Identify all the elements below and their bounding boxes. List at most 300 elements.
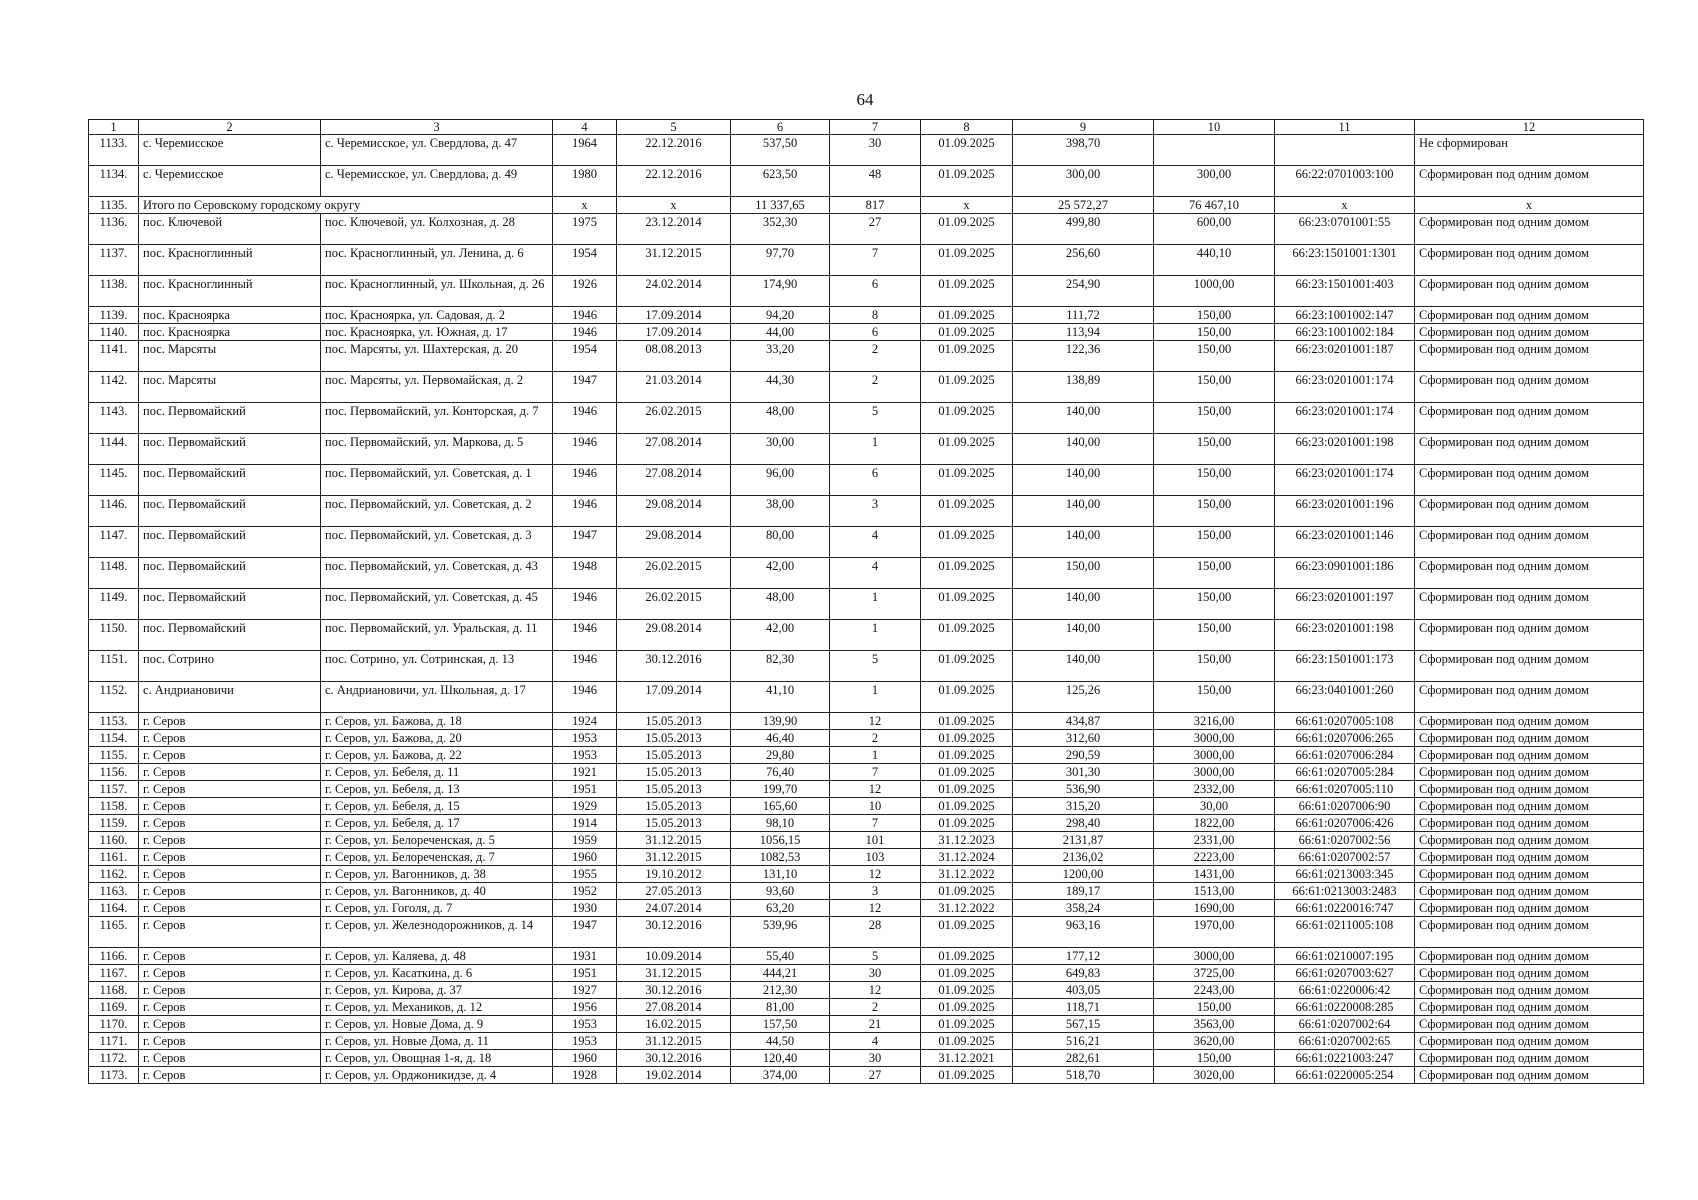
table-cell: 66:23:0201001:174 [1275, 403, 1415, 434]
table-cell: Сформирован под одним домом [1415, 730, 1644, 747]
table-cell: 66:23:0201001:174 [1275, 465, 1415, 496]
table-row [89, 730, 1644, 747]
table-cell: 31.12.2021 [921, 1050, 1013, 1067]
table-cell: г. Серов [139, 764, 321, 781]
table-cell: 150,00 [1154, 465, 1275, 496]
table-cell: 08.08.2013 [617, 341, 731, 372]
table-cell: 01.09.2025 [921, 713, 1013, 730]
table-cell: 30.12.2016 [617, 1050, 731, 1067]
table-cell: г. Серов [139, 849, 321, 866]
table-cell: 150,00 [1154, 651, 1275, 682]
table-cell: 66:23:1501001:403 [1275, 276, 1415, 307]
table-cell: 01.09.2025 [921, 496, 1013, 527]
table-cell: 1946 [553, 465, 617, 496]
table-cell: 1170. [89, 1016, 139, 1033]
table-row [89, 764, 1644, 781]
table-cell: Сформирован под одним домом [1415, 764, 1644, 781]
table-cell: 15.05.2013 [617, 747, 731, 764]
table-cell: г. Серов [139, 1016, 321, 1033]
table-cell: 600,00 [1154, 214, 1275, 245]
table-cell: Сформирован под одним домом [1415, 558, 1644, 589]
table-cell: 27 [830, 214, 921, 245]
table-cell: 150,00 [1013, 558, 1154, 589]
table-cell: 1 [830, 747, 921, 764]
table-cell: 19.10.2012 [617, 866, 731, 883]
column-header: 6 [731, 120, 830, 135]
table-cell: г. Серов [139, 1050, 321, 1067]
total-cell: 76 467,10 [1154, 197, 1275, 214]
table-cell: 3000,00 [1154, 747, 1275, 764]
table-cell: 01.09.2025 [921, 965, 1013, 982]
table-cell: 66:23:1501001:1301 [1275, 245, 1415, 276]
table-cell: 46,40 [731, 730, 830, 747]
table-row [89, 849, 1644, 866]
column-number-row [89, 120, 1644, 135]
table-cell: пос. Сотрино, ул. Сотринская, д. 13 [321, 651, 553, 682]
table-cell: 398,70 [1013, 135, 1154, 166]
table-cell: 165,60 [731, 798, 830, 815]
table-cell: 1151. [89, 651, 139, 682]
table-row [89, 214, 1644, 245]
table-cell: 1134. [89, 166, 139, 197]
table-row [89, 166, 1644, 197]
table-cell: 403,05 [1013, 982, 1154, 999]
table-cell: 199,70 [731, 781, 830, 798]
table-cell: 290,59 [1013, 747, 1154, 764]
table-cell: 30 [830, 1050, 921, 1067]
table-cell: 1166. [89, 948, 139, 965]
table-cell: 1947 [553, 372, 617, 403]
table-row [89, 589, 1644, 620]
table-cell: г. Серов, ул. Бажова, д. 20 [321, 730, 553, 747]
table-cell: пос. Красноглинный, ул. Школьная, д. 26 [321, 276, 553, 307]
table-cell: Сформирован под одним домом [1415, 527, 1644, 558]
table-cell: 315,20 [1013, 798, 1154, 815]
table-cell: г. Серов, ул. Новые Дома, д. 11 [321, 1033, 553, 1050]
table-cell: 66:23:0701001:55 [1275, 214, 1415, 245]
table-cell: 140,00 [1013, 434, 1154, 465]
table-cell: 01.09.2025 [921, 307, 1013, 324]
table-cell: 2131,87 [1013, 832, 1154, 849]
table-cell: 30,00 [731, 434, 830, 465]
table-cell: Сформирован под одним домом [1415, 1067, 1644, 1084]
table-cell: Сформирован под одним домом [1415, 434, 1644, 465]
table-cell: 1946 [553, 620, 617, 651]
table-cell: 1953 [553, 1033, 617, 1050]
table-cell: Сформирован под одним домом [1415, 651, 1644, 682]
table-cell: 30.12.2016 [617, 651, 731, 682]
table-cell: 103 [830, 849, 921, 866]
table-cell: 26.02.2015 [617, 589, 731, 620]
table-cell: 12 [830, 713, 921, 730]
table-cell: 01.09.2025 [921, 682, 1013, 713]
table-cell: 300,00 [1013, 166, 1154, 197]
table-cell: Сформирован под одним домом [1415, 900, 1644, 917]
table-cell: 01.09.2025 [921, 527, 1013, 558]
table-cell: г. Серов [139, 900, 321, 917]
table-cell: 1513,00 [1154, 883, 1275, 900]
table-cell: 5 [830, 651, 921, 682]
table-row [89, 372, 1644, 403]
table-cell: 1155. [89, 747, 139, 764]
table-row [89, 651, 1644, 682]
table-cell: 17.09.2014 [617, 682, 731, 713]
table-cell: пос. Первомайский [139, 558, 321, 589]
table-cell: 174,90 [731, 276, 830, 307]
table-cell: 3725,00 [1154, 965, 1275, 982]
table-cell: 1145. [89, 465, 139, 496]
table-cell: 1144. [89, 434, 139, 465]
table-cell: г. Серов, ул. Кирова, д. 37 [321, 982, 553, 999]
table-row [89, 815, 1644, 832]
table-cell: с. Черемисское [139, 166, 321, 197]
table-cell: 1930 [553, 900, 617, 917]
table-cell: г. Серов [139, 917, 321, 948]
table-cell: 27 [830, 1067, 921, 1084]
table-cell: 7 [830, 245, 921, 276]
table-cell: 22.12.2016 [617, 135, 731, 166]
column-header: 1 [89, 120, 139, 135]
table-cell: Сформирован под одним домом [1415, 1033, 1644, 1050]
table-cell: г. Серов, ул. Бажова, д. 22 [321, 747, 553, 764]
table-cell: 118,71 [1013, 999, 1154, 1016]
table-cell: 28 [830, 917, 921, 948]
table-cell: 27.08.2014 [617, 465, 731, 496]
table-cell: г. Серов [139, 1067, 321, 1084]
table-cell: 1150. [89, 620, 139, 651]
table-cell: 1171. [89, 1033, 139, 1050]
table-row [89, 682, 1644, 713]
table-cell: 1946 [553, 589, 617, 620]
table-cell: 01.09.2025 [921, 1016, 1013, 1033]
table-cell: 27.08.2014 [617, 999, 731, 1016]
table-row [89, 747, 1644, 764]
table-cell: 212,30 [731, 982, 830, 999]
table-cell: 1168. [89, 982, 139, 999]
table-cell: 150,00 [1154, 434, 1275, 465]
table-cell: 1947 [553, 527, 617, 558]
table-cell: с. Черемисское [139, 135, 321, 166]
table-cell: пос. Красноглинный [139, 245, 321, 276]
table-cell: Сформирован под одним домом [1415, 496, 1644, 527]
table-cell: г. Серов, ул. Новые Дома, д. 9 [321, 1016, 553, 1033]
table-cell: 29,80 [731, 747, 830, 764]
table-cell: Сформирован под одним домом [1415, 307, 1644, 324]
table-cell: г. Серов, ул. Железнодорожников, д. 14 [321, 917, 553, 948]
table-cell: пос. Первомайский [139, 620, 321, 651]
table-cell: 66:23:0201001:198 [1275, 434, 1415, 465]
table-cell: 98,10 [731, 815, 830, 832]
table-cell: 499,80 [1013, 214, 1154, 245]
table-cell: 12 [830, 900, 921, 917]
table-cell: 10 [830, 798, 921, 815]
column-header: 2 [139, 120, 321, 135]
table-cell: 4 [830, 558, 921, 589]
table-row [89, 948, 1644, 965]
table-cell: 31.12.2015 [617, 849, 731, 866]
table-cell: г. Серов, ул. Орджоникидзе, д. 4 [321, 1067, 553, 1084]
table-cell: 1948 [553, 558, 617, 589]
table-cell: пос. Краснoярка [139, 324, 321, 341]
table-cell: 1946 [553, 651, 617, 682]
table-cell: 1147. [89, 527, 139, 558]
table-cell: Сформирован под одним домом [1415, 341, 1644, 372]
table-row [89, 999, 1644, 1016]
table-cell: 81,00 [731, 999, 830, 1016]
table-cell: 1000,00 [1154, 276, 1275, 307]
table-cell: 113,94 [1013, 324, 1154, 341]
table-cell: 01.09.2025 [921, 434, 1013, 465]
table-row [89, 883, 1644, 900]
column-header: 5 [617, 120, 731, 135]
table-cell: 6 [830, 324, 921, 341]
table-cell: 48,00 [731, 589, 830, 620]
table-cell: 1946 [553, 496, 617, 527]
table-cell: 63,20 [731, 900, 830, 917]
table-cell: Сформирован под одним домом [1415, 1016, 1644, 1033]
table-cell: г. Серов, ул. Овощная 1-я, д. 18 [321, 1050, 553, 1067]
table-cell: 1136. [89, 214, 139, 245]
table-cell: г. Серов, ул. Гоголя, д. 7 [321, 900, 553, 917]
table-cell: пос. Марсяты [139, 372, 321, 403]
table-cell: 352,30 [731, 214, 830, 245]
table-cell: 66:23:0901001:186 [1275, 558, 1415, 589]
housing-table [88, 119, 1644, 1084]
total-cell: х [921, 197, 1013, 214]
table-cell: 29.08.2014 [617, 620, 731, 651]
table-cell: 96,00 [731, 465, 830, 496]
table-cell: 1157. [89, 781, 139, 798]
table-cell: 1953 [553, 1016, 617, 1033]
table-cell: г. Серов, ул. Бебеля, д. 15 [321, 798, 553, 815]
table-cell: г. Серов [139, 798, 321, 815]
table-cell: 2136,02 [1013, 849, 1154, 866]
table-row [89, 434, 1644, 465]
table-cell: 30 [830, 965, 921, 982]
table-cell: 1056,15 [731, 832, 830, 849]
table-cell: 1133. [89, 135, 139, 166]
table-cell: 12 [830, 781, 921, 798]
table-cell: 1956 [553, 999, 617, 1016]
table-cell: 15.05.2013 [617, 764, 731, 781]
table-cell: пос. Первомайский, ул. Уральская, д. 11 [321, 620, 553, 651]
table-cell: 66:61:0207005:108 [1275, 713, 1415, 730]
table-cell: Сформирован под одним домом [1415, 999, 1644, 1016]
table-cell: 963,16 [1013, 917, 1154, 948]
table-cell: Сформирован под одним домом [1415, 713, 1644, 730]
table-cell: 1953 [553, 730, 617, 747]
table-cell: 66:61:0211005:108 [1275, 917, 1415, 948]
table-cell: Сформирован под одним домом [1415, 849, 1644, 866]
table-cell: 1926 [553, 276, 617, 307]
table-cell: Сформирован под одним домом [1415, 781, 1644, 798]
table-cell: 01.09.2025 [921, 815, 1013, 832]
table-cell: г. Серов, ул. Вагонников, д. 40 [321, 883, 553, 900]
table-cell: 1 [830, 589, 921, 620]
table-cell: 150,00 [1154, 999, 1275, 1016]
total-cell: х [617, 197, 731, 214]
table-cell: 1143. [89, 403, 139, 434]
table-cell: г. Серов [139, 982, 321, 999]
table-cell: 140,00 [1013, 620, 1154, 651]
table-cell: 1924 [553, 713, 617, 730]
table-cell: 1431,00 [1154, 866, 1275, 883]
page-number: 64 [856, 90, 874, 109]
table-cell: 2 [830, 341, 921, 372]
total-cell: х [553, 197, 617, 214]
table-cell: 21.03.2014 [617, 372, 731, 403]
table-cell: Сформирован под одним домом [1415, 982, 1644, 999]
table-cell: 3000,00 [1154, 730, 1275, 747]
table-cell: 3216,00 [1154, 713, 1275, 730]
table-cell: 1970,00 [1154, 917, 1275, 948]
table-cell: г. Серов [139, 747, 321, 764]
table-cell: 7 [830, 764, 921, 781]
table-cell: 1140. [89, 324, 139, 341]
table-row [89, 1016, 1644, 1033]
table-cell: 1154. [89, 730, 139, 747]
table-cell: Сформирован под одним домом [1415, 403, 1644, 434]
table-cell: 15.05.2013 [617, 815, 731, 832]
table-cell: 66:23:0201001:146 [1275, 527, 1415, 558]
table-cell: Сформирован под одним домом [1415, 1050, 1644, 1067]
table-cell [1275, 135, 1415, 166]
table-cell: 15.05.2013 [617, 730, 731, 747]
table-cell: г. Серов, ул. Белореченская, д. 5 [321, 832, 553, 849]
table-cell: г. Серов, ул. Бажова, д. 18 [321, 713, 553, 730]
table-cell: 1954 [553, 341, 617, 372]
table-cell: 24.07.2014 [617, 900, 731, 917]
table-cell: 1 [830, 682, 921, 713]
table-row [89, 558, 1644, 589]
table-cell: 01.09.2025 [921, 764, 1013, 781]
table-cell: 66:61:0207003:627 [1275, 965, 1415, 982]
table-cell: 150,00 [1154, 527, 1275, 558]
table-cell: 1690,00 [1154, 900, 1275, 917]
table-cell: 01.09.2025 [921, 1067, 1013, 1084]
table-cell: 1 [830, 620, 921, 651]
table-cell: г. Серов [139, 948, 321, 965]
table-cell: 3 [830, 496, 921, 527]
table-cell: 1946 [553, 307, 617, 324]
table-cell: г. Серов [139, 1033, 321, 1050]
table-cell: Сформирован под одним домом [1415, 917, 1644, 948]
table-cell: 12 [830, 866, 921, 883]
table-cell: 66:61:0221003:247 [1275, 1050, 1415, 1067]
table-cell: Сформирован под одним домом [1415, 798, 1644, 815]
table-cell: 150,00 [1154, 558, 1275, 589]
table-cell: 282,61 [1013, 1050, 1154, 1067]
table-cell: 3000,00 [1154, 948, 1275, 965]
table-cell: 140,00 [1013, 496, 1154, 527]
table-cell: 1200,00 [1013, 866, 1154, 883]
table-cell: 7 [830, 815, 921, 832]
total-cell: 817 [830, 197, 921, 214]
table-cell: 66:23:0401001:260 [1275, 682, 1415, 713]
table-cell: 2 [830, 372, 921, 403]
table-cell: 66:23:0201001:187 [1275, 341, 1415, 372]
table-cell: 66:61:0207006:265 [1275, 730, 1415, 747]
table-row [89, 866, 1644, 883]
table-cell: 254,90 [1013, 276, 1154, 307]
table-cell: пос. Первомайский, ул. Конторская, д. 7 [321, 403, 553, 434]
table-cell: Сформирован под одним домом [1415, 245, 1644, 276]
table-cell: 1162. [89, 866, 139, 883]
table-cell: пос. Краснoярка, ул. Южная, д. 17 [321, 324, 553, 341]
table-cell: 1914 [553, 815, 617, 832]
table-cell: 26.02.2015 [617, 403, 731, 434]
table-cell: 2332,00 [1154, 781, 1275, 798]
table-cell: 1951 [553, 781, 617, 798]
table-cell: 1928 [553, 1067, 617, 1084]
table-cell: 31.12.2015 [617, 245, 731, 276]
table-cell: г. Серов [139, 883, 321, 900]
table-cell: пос. Первомайский, ул. Советская, д. 45 [321, 589, 553, 620]
table-cell: 1152. [89, 682, 139, 713]
table-cell: 1172. [89, 1050, 139, 1067]
table-cell: 66:23:0201001:174 [1275, 372, 1415, 403]
table-cell: 66:61:0220006:42 [1275, 982, 1415, 999]
table-cell: 23.12.2014 [617, 214, 731, 245]
table-cell: 01.09.2025 [921, 245, 1013, 276]
table-row [89, 527, 1644, 558]
table-cell: 66:61:0210007:195 [1275, 948, 1415, 965]
table-cell: 150,00 [1154, 372, 1275, 403]
table-row [89, 496, 1644, 527]
table-row [89, 620, 1644, 651]
table-cell: г. Серов [139, 965, 321, 982]
table-cell: 1082,53 [731, 849, 830, 866]
table-cell: с. Черемисское, ул. Свердлова, д. 47 [321, 135, 553, 166]
table-cell: 01.09.2025 [921, 589, 1013, 620]
table-cell: 177,12 [1013, 948, 1154, 965]
table-row [89, 135, 1644, 166]
table-cell: Сформирован под одним домом [1415, 965, 1644, 982]
table-cell: 150,00 [1154, 1050, 1275, 1067]
table-cell: 140,00 [1013, 465, 1154, 496]
table-cell: пос. Первомайский [139, 527, 321, 558]
table-row [89, 917, 1644, 948]
column-header: 7 [830, 120, 921, 135]
table-cell: г. Серов [139, 730, 321, 747]
table-cell: 66:22:0701003:100 [1275, 166, 1415, 197]
table-cell: 17.09.2014 [617, 324, 731, 341]
table-cell: Не сформирован [1415, 135, 1644, 166]
table-cell: 2 [830, 730, 921, 747]
table-cell: Сформирован под одним домом [1415, 465, 1644, 496]
table-cell: 31.12.2015 [617, 832, 731, 849]
table-cell: 66:61:0207006:426 [1275, 815, 1415, 832]
table-cell: 1921 [553, 764, 617, 781]
table-cell: 31.12.2015 [617, 965, 731, 982]
table-cell: 1141. [89, 341, 139, 372]
table-cell: 01.09.2025 [921, 324, 1013, 341]
table-row [89, 324, 1644, 341]
table-cell: 157,50 [731, 1016, 830, 1033]
table-cell: 5 [830, 403, 921, 434]
table-cell: 66:61:0207006:90 [1275, 798, 1415, 815]
table-row [89, 307, 1644, 324]
table-cell: пос. Красноярка [139, 307, 321, 324]
table-cell: 66:61:0220008:285 [1275, 999, 1415, 1016]
table-cell: 26.02.2015 [617, 558, 731, 589]
table-cell: 01.09.2025 [921, 276, 1013, 307]
table-cell: 80,00 [731, 527, 830, 558]
table-cell: пос. Первомайский, ул. Советская, д. 2 [321, 496, 553, 527]
table-cell: 440,10 [1154, 245, 1275, 276]
table-cell: 66:61:0213003:2483 [1275, 883, 1415, 900]
table-cell: 44,50 [731, 1033, 830, 1050]
